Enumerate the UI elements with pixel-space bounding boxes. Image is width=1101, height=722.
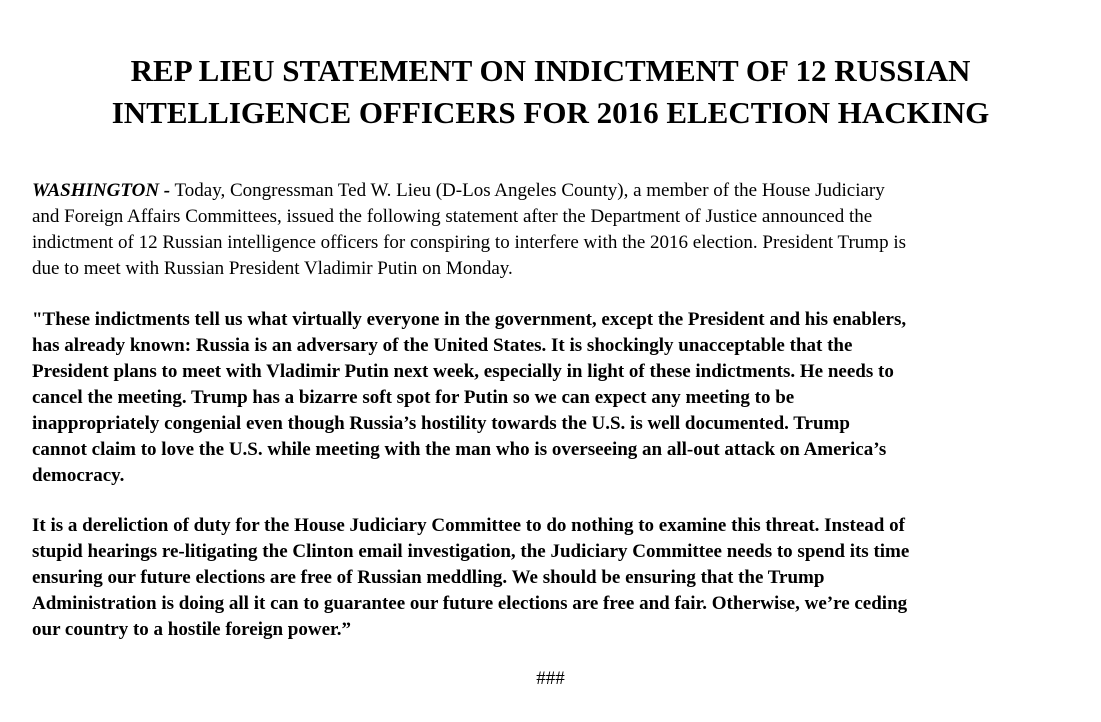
quote2-line: stupid hearings re-litigating the Clinton email investigation, the Judiciary Committee needs to spend its time — [32, 541, 910, 562]
quote2-line: ensuring our future elections are free of Russian meddling. We should be ensuring that the Trump — [32, 567, 825, 588]
quote1-line: President plans to meet with Vladimir Putin next week, especially in light of these indictments. He needs to — [32, 361, 894, 382]
quote1-line: democracy. — [32, 465, 125, 486]
quote-paragraph-2 — [32, 513, 1077, 643]
title-line-2: INTELLIGENCE OFFICERS FOR 2016 ELECTION HACKING — [111, 95, 990, 130]
intro-paragraph — [32, 178, 1077, 282]
quote1-line: inappropriately congenial even though Russia’s hostility towards the U.S. is well documented. Trump — [32, 413, 850, 434]
intro-line-1 — [32, 178, 1077, 204]
title-line-1: REP LIEU STATEMENT ON INDICTMENT OF 12 RUSSIAN — [130, 53, 971, 88]
press-release-title — [0, 50, 1101, 134]
quote1-line: has already known: Russia is an adversary of the United States. It is shockingly unacceptable that the — [32, 335, 853, 356]
quote1-line: cancel the meeting. Trump has a bizarre soft spot for Putin so we can expect any meeting to be — [32, 387, 795, 408]
intro-line-4: due to meet with Russian President Vladimir Putin on Monday. — [32, 258, 513, 279]
quote1-line: cannot claim to love the U.S. while meeting with the man who is overseeing an all-out attack on America’s — [32, 439, 887, 460]
quote1-line: "These indictments tell us what virtually everyone in the government, except the President and his enablers, — [32, 309, 907, 330]
quote-paragraph-1 — [32, 307, 1077, 489]
quote2-line: It is a dereliction of duty for the House Judiciary Committee to do nothing to examine this threat. Instead of — [32, 515, 905, 536]
intro-line-3: indictment of 12 Russian intelligence officers for conspiring to interfere with the 2016 election. President Trump is — [32, 232, 907, 253]
quote2-line: our country to a hostile foreign power.” — [32, 619, 351, 640]
intro-line-1-text: Today, Congressman Ted W. Lieu (D-Los Angeles County), a member of the House Judiciary — [170, 180, 885, 201]
dateline: WASHINGTON - — [32, 180, 171, 201]
quote2-line: Administration is doing all it can to guarantee our future elections are free and fair. Otherwise, we’re ceding — [32, 593, 908, 614]
intro-line-2: and Foreign Affairs Committees, issued the following statement after the Department of Justice announced the — [32, 206, 873, 227]
end-of-release-mark: ### — [536, 668, 565, 689]
